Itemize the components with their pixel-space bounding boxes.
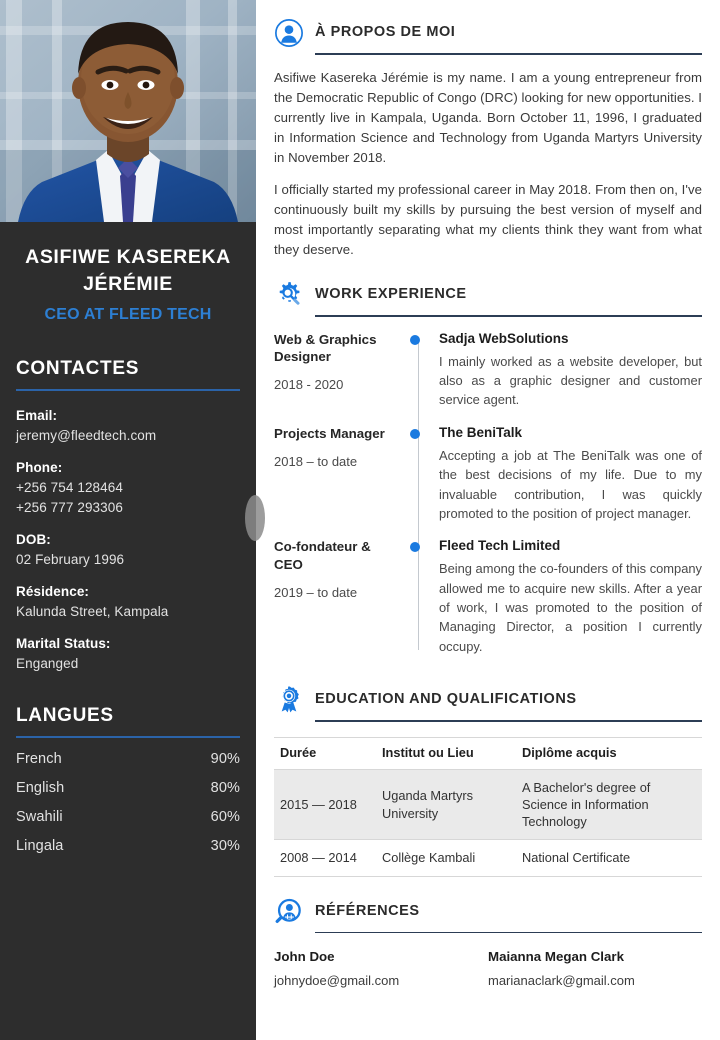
work-item-right (430, 331, 702, 410)
work-header (274, 280, 702, 310)
language-level: 60% (210, 808, 240, 825)
profile-photo (0, 0, 256, 222)
education-rule (315, 720, 702, 722)
profile-name-line2: JÉRÉMIE (83, 272, 173, 295)
contact-email (16, 408, 240, 443)
about-header (274, 18, 702, 48)
contact-email-label: Email: (16, 407, 58, 423)
contact-phone-label: Phone: (16, 459, 63, 475)
education-table-head (274, 737, 702, 769)
references-rule (315, 932, 702, 934)
contact-dob-value: 02 February 1996 (16, 551, 125, 567)
references-title: RÉFÉRENCES (315, 902, 420, 919)
contacts-divider (16, 389, 240, 391)
contact-email-value[interactable]: jeremy@fleedtech.com (16, 427, 157, 443)
language-level: 30% (210, 837, 240, 854)
profile-photo-image (0, 0, 256, 222)
languages-heading: LANGUES (16, 704, 114, 726)
work-item-right (430, 425, 702, 523)
timeline-dot-column (408, 331, 430, 410)
contact-phone-value-2[interactable]: +256 777 293306 (16, 499, 123, 515)
spacer (274, 260, 702, 280)
spacer (274, 877, 702, 897)
reference-item (488, 949, 702, 988)
education-section (274, 685, 702, 877)
sidebar (0, 0, 256, 1040)
education-cell-diplome: National Certificate (516, 840, 702, 876)
reference-email[interactable]: marianaclark@gmail.com (488, 973, 635, 989)
work-item-role: Web & Graphics Designer (274, 331, 377, 365)
contacts-heading: CONTACTES (16, 357, 140, 379)
language-level: 80% (210, 779, 240, 796)
work-item-date: 2019 – to date (274, 584, 358, 600)
education-cell-duree: 2008 — 2014 (274, 840, 376, 876)
language-row (16, 809, 240, 825)
work-item-org: The BeniTalk (439, 424, 523, 440)
contact-marital-label: Marital Status: (16, 635, 111, 651)
contact-residence (16, 584, 240, 619)
work-item-org: Sadja WebSolutions (439, 330, 569, 346)
references-grid (274, 949, 702, 988)
work-item-date: 2018 – to date (274, 453, 358, 469)
about-rule (315, 53, 702, 55)
references-section (274, 897, 702, 989)
work-item (274, 538, 702, 656)
main-content (256, 0, 720, 1040)
language-level: 90% (210, 750, 240, 767)
person-circle-icon (274, 18, 304, 48)
gear-search-icon (274, 280, 304, 310)
scroll-indicator[interactable] (245, 495, 265, 541)
education-table (274, 737, 702, 877)
language-row (16, 780, 240, 796)
references-header (274, 897, 702, 927)
about-section (274, 18, 702, 260)
languages-divider (16, 736, 240, 738)
timeline-dot-icon (410, 335, 420, 345)
education-cell-diplome: A Bachelor's degree of Science in Information Technology (516, 769, 702, 840)
about-paragraph-2: I officially started my professional career in May 2018. From then on, I've continuously built my skills by pursuing the best version of myself and most importantly separating what my clients think they want from what they deserve. (274, 181, 702, 258)
profile-name-line1: ASIFIWE KASEREKA (25, 246, 231, 268)
contact-residence-label: Résidence: (16, 583, 90, 599)
work-item (274, 425, 702, 523)
contact-residence-value: Kalunda Street, Kampala (16, 603, 169, 619)
contact-marital-value: Enganged (16, 655, 79, 671)
timeline-dot-column (408, 425, 430, 523)
language-name: Lingala (16, 837, 64, 854)
spacer (274, 671, 702, 685)
contact-phone-value-1[interactable]: +256 754 128464 (16, 479, 123, 495)
reference-email[interactable]: johnydoe@gmail.com (274, 973, 400, 989)
work-item-role: Co-fondateur & CEO (274, 539, 371, 572)
work-item (274, 331, 702, 410)
contact-dob-label: DOB: (16, 531, 51, 547)
language-name: English (16, 779, 65, 796)
work-rule (315, 315, 702, 317)
work-title: WORK EXPERIENCE (315, 286, 467, 303)
work-item-description: Being among the co-founders of this company allowed me to acquire new skills. After a year of work, I was promoted to the position of Managing Director, a position I currently occupy. (439, 561, 702, 654)
language-name: French (16, 750, 62, 767)
reference-name: John Doe (274, 949, 335, 965)
education-col-diplome: Diplôme acquis (516, 737, 702, 769)
reference-name: Maianna Megan Clark (488, 949, 624, 965)
award-ribbon-icon (274, 685, 304, 715)
contact-marital-status (16, 636, 240, 671)
timeline-dot-column (408, 538, 430, 656)
timeline-dot-icon (410, 429, 420, 439)
table-row (274, 769, 702, 840)
work-item-date: 2018 - 2020 (274, 377, 344, 393)
timeline-dot-icon (410, 542, 420, 552)
about-paragraph-1: Asifiwe Kasereka Jérémie is my name. I am a young entrepreneur from the Democratic Republic of Congo (DRC) looking for new opportunities. I currently live in Kampala, Uganda. Born October 11, 1996, I graduated in Information Science and Technology from Uganda Martyrs University in November 2018. (274, 69, 702, 165)
table-row (274, 840, 702, 876)
about-title: À PROPOS DE MOI (315, 24, 456, 40)
education-col-duree: Durée (274, 737, 376, 769)
education-col-institut: Institut ou Lieu (376, 737, 516, 769)
work-item-right (430, 538, 702, 656)
work-item-org: Fleed Tech Limited (439, 538, 561, 554)
education-title: EDUCATION AND QUALIFICATIONS (315, 691, 577, 708)
work-item-description: Accepting a job at The BeniTalk was one of the best decisions of my life. Due to my invaluable contribution, I was quickly promoted to the position of project manager. (439, 447, 702, 521)
reference-item (274, 949, 488, 988)
work-item-description: I mainly worked as a website developer, but also as a graphic designer and customer service agent. (439, 353, 702, 408)
work-item-left (274, 425, 408, 523)
sidebar-content (0, 244, 256, 854)
language-row (16, 838, 240, 854)
work-item-left (274, 331, 408, 410)
education-cell-institut: Uganda Martyrs University (376, 769, 516, 840)
education-header-row (274, 737, 702, 769)
contact-phone (16, 460, 240, 515)
profile-role: CEO AT FLEED TECH (44, 305, 212, 323)
work-timeline (274, 331, 702, 656)
education-header (274, 685, 702, 715)
language-name: Swahili (16, 808, 63, 825)
language-row (16, 751, 240, 767)
work-experience-section (274, 280, 702, 656)
contact-dob (16, 532, 240, 567)
education-cell-duree: 2015 — 2018 (274, 769, 376, 840)
work-item-role: Projects Manager (274, 425, 385, 441)
person-search-icon (274, 897, 304, 927)
education-table-body (274, 769, 702, 876)
education-cell-institut: Collège Kambali (376, 840, 516, 876)
profile-name (16, 244, 240, 298)
work-item-left (274, 538, 408, 656)
